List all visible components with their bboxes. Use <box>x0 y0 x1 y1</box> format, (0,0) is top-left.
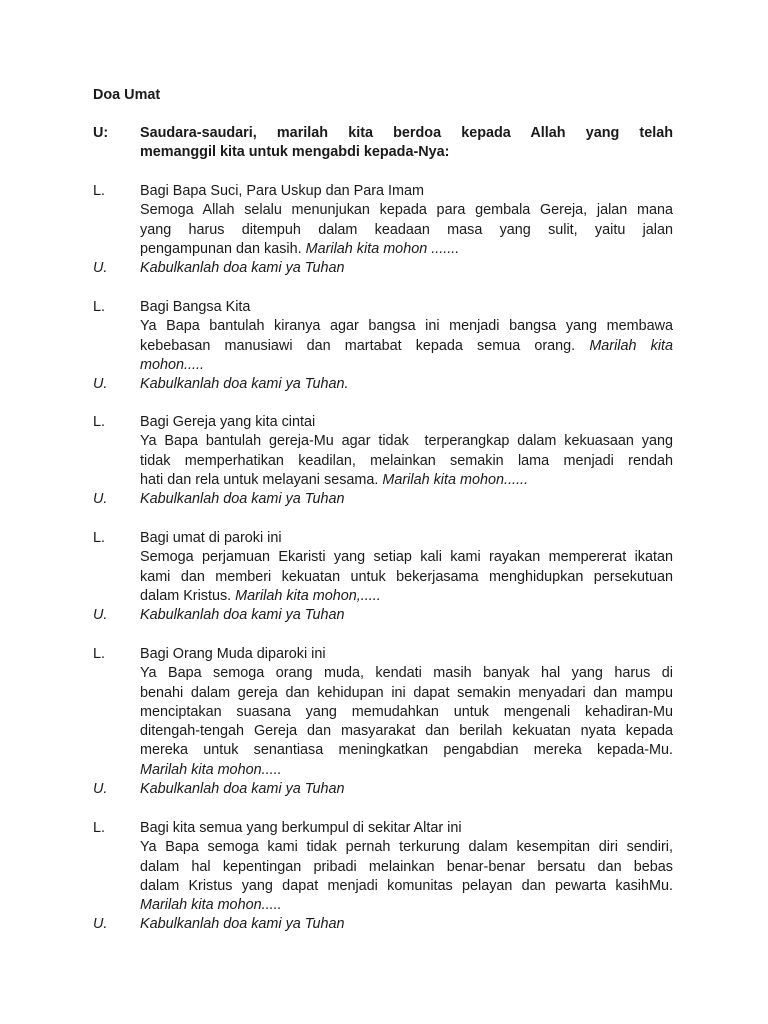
prayer-line: Ya Bapa semoga orang muda, kendati masih banyak hal yang harus di <box>140 665 673 682</box>
prayer-invitation: Marilah kita mohon..... <box>140 897 282 914</box>
prayer-heading: Bagi Orang Muda diparoki ini <box>140 646 326 662</box>
prayer-response: Kabulkanlah doa kami ya Tuhan <box>140 491 345 508</box>
prayer-line: menciptakan suasana yang memudahkan untuk mengenali kehadiran-Mu <box>140 703 673 720</box>
prayer-heading: Bagi kita semua yang berkumpul di sekitar Altar ini <box>140 820 462 836</box>
prayer-block <box>93 819 673 935</box>
prayer-line <box>140 587 673 606</box>
prayer-line: dalam hal kepentingan pribadi melainkan benar-benar bersatu dan bebas <box>140 858 673 875</box>
prayer-line: kami dan memberi kekuatan untuk bekerjasama menghidupkan persekutuan <box>140 568 673 585</box>
prayer-line: Semoga perjamuan Ekaristi yang setiap kali kami rayakan mempererat ikatan <box>140 549 673 566</box>
opening-marker: U: <box>93 125 109 141</box>
response-marker: U. <box>93 376 108 393</box>
response-marker: U. <box>93 260 108 277</box>
prayer-response: Kabulkanlah doa kami ya Tuhan. <box>140 376 349 393</box>
prayer-marker: L. <box>93 414 106 430</box>
prayer-block <box>93 645 673 799</box>
prayer-invitation: Marilah kita mohon...... <box>382 471 528 488</box>
prayer-line: tidak memperhatikan keadilan, melainkan semakin lama menjadi rendah <box>140 452 673 469</box>
prayer-line: benahi dalam gereja dan kehidupan ini dapat semakin menyadari dan mampu <box>140 684 673 701</box>
prayer-line <box>140 240 673 259</box>
response-marker: U. <box>93 916 108 933</box>
response-marker: U. <box>93 491 108 508</box>
prayer-block <box>93 298 673 394</box>
prayer-heading: Bagi umat di paroki ini <box>140 530 282 546</box>
opening-line: memanggil kita untuk mengabdi kepada-Nya: <box>140 144 450 161</box>
opening-block <box>93 124 673 163</box>
prayer-marker: L. <box>93 530 106 546</box>
prayer-marker: L. <box>93 299 106 315</box>
prayer-block <box>93 413 673 509</box>
prayer-line <box>140 471 673 490</box>
prayer-heading: Bagi Gereja yang kita cintai <box>140 414 316 430</box>
prayer-text: kebebasan manusiawi dan martabat kepada semua orang. <box>140 337 576 354</box>
prayer-invitation: Marilah kita <box>589 337 674 354</box>
prayer-line: mereka untuk senantiasa meningkatkan pengabdian mereka kepada-Mu. <box>140 742 673 759</box>
response-marker: U. <box>93 607 108 624</box>
prayer-response: Kabulkanlah doa kami ya Tuhan <box>140 781 345 798</box>
prayer-heading: Bagi Bangsa Kita <box>140 299 251 315</box>
prayer-marker: L. <box>93 646 106 662</box>
prayer-marker: L. <box>93 820 106 836</box>
prayer-invitation: Marilah kita mohon ....... <box>305 240 460 257</box>
prayer-text: hati dan rela untuk melayani sesama. <box>140 471 383 488</box>
prayer-invitation: Marilah kita mohon..... <box>140 761 282 778</box>
prayer-heading: Bagi Bapa Suci, Para Uskup dan Para Imam <box>140 183 424 199</box>
prayer-line: Ya Bapa semoga kami tidak pernah terkurung dalam kesempitan diri sendiri, <box>140 839 673 856</box>
prayer-line: ditengah-tengah Gereja dan masyarakat dan berilah kekuatan nyata kepada <box>140 723 673 740</box>
response-marker: U. <box>93 781 108 798</box>
prayer-text: pengampunan dan kasih. <box>140 240 306 257</box>
prayer-line <box>140 337 673 356</box>
prayer-response: Kabulkanlah doa kami ya Tuhan <box>140 607 345 624</box>
document-title: Doa Umat <box>93 87 161 103</box>
prayer-invitation: mohon..... <box>140 356 204 373</box>
prayer-block <box>93 529 673 625</box>
prayer-block <box>93 182 673 278</box>
prayer-line: dalam Kristus yang dapat menjadi komunitas pelayan dan pewarta kasihMu. <box>140 877 673 894</box>
prayer-line: Ya Bapa bantulah gereja-Mu agar tidak terperangkap dalam kekuasaan yang <box>140 433 673 450</box>
prayer-invitation: Marilah kita mohon,..... <box>235 587 381 604</box>
prayer-response: Kabulkanlah doa kami ya Tuhan <box>140 916 345 933</box>
prayer-line: Semoga Allah selalu menunjukan kepada para gembala Gereja, jalan mana <box>140 202 673 219</box>
prayer-marker: L. <box>93 183 106 199</box>
prayer-line: yang harus ditempuh dalam keadaan masa yang sulit, yaitu jalan <box>140 221 673 238</box>
opening-line: Saudara-saudari, marilah kita berdoa kepada Allah yang telah <box>140 125 673 141</box>
prayer-line: Ya Bapa bantulah kiranya agar bangsa ini menjadi bangsa yang membawa <box>140 318 673 335</box>
prayer-text: dalam Kristus. <box>140 587 236 604</box>
prayer-response: Kabulkanlah doa kami ya Tuhan <box>140 260 345 277</box>
